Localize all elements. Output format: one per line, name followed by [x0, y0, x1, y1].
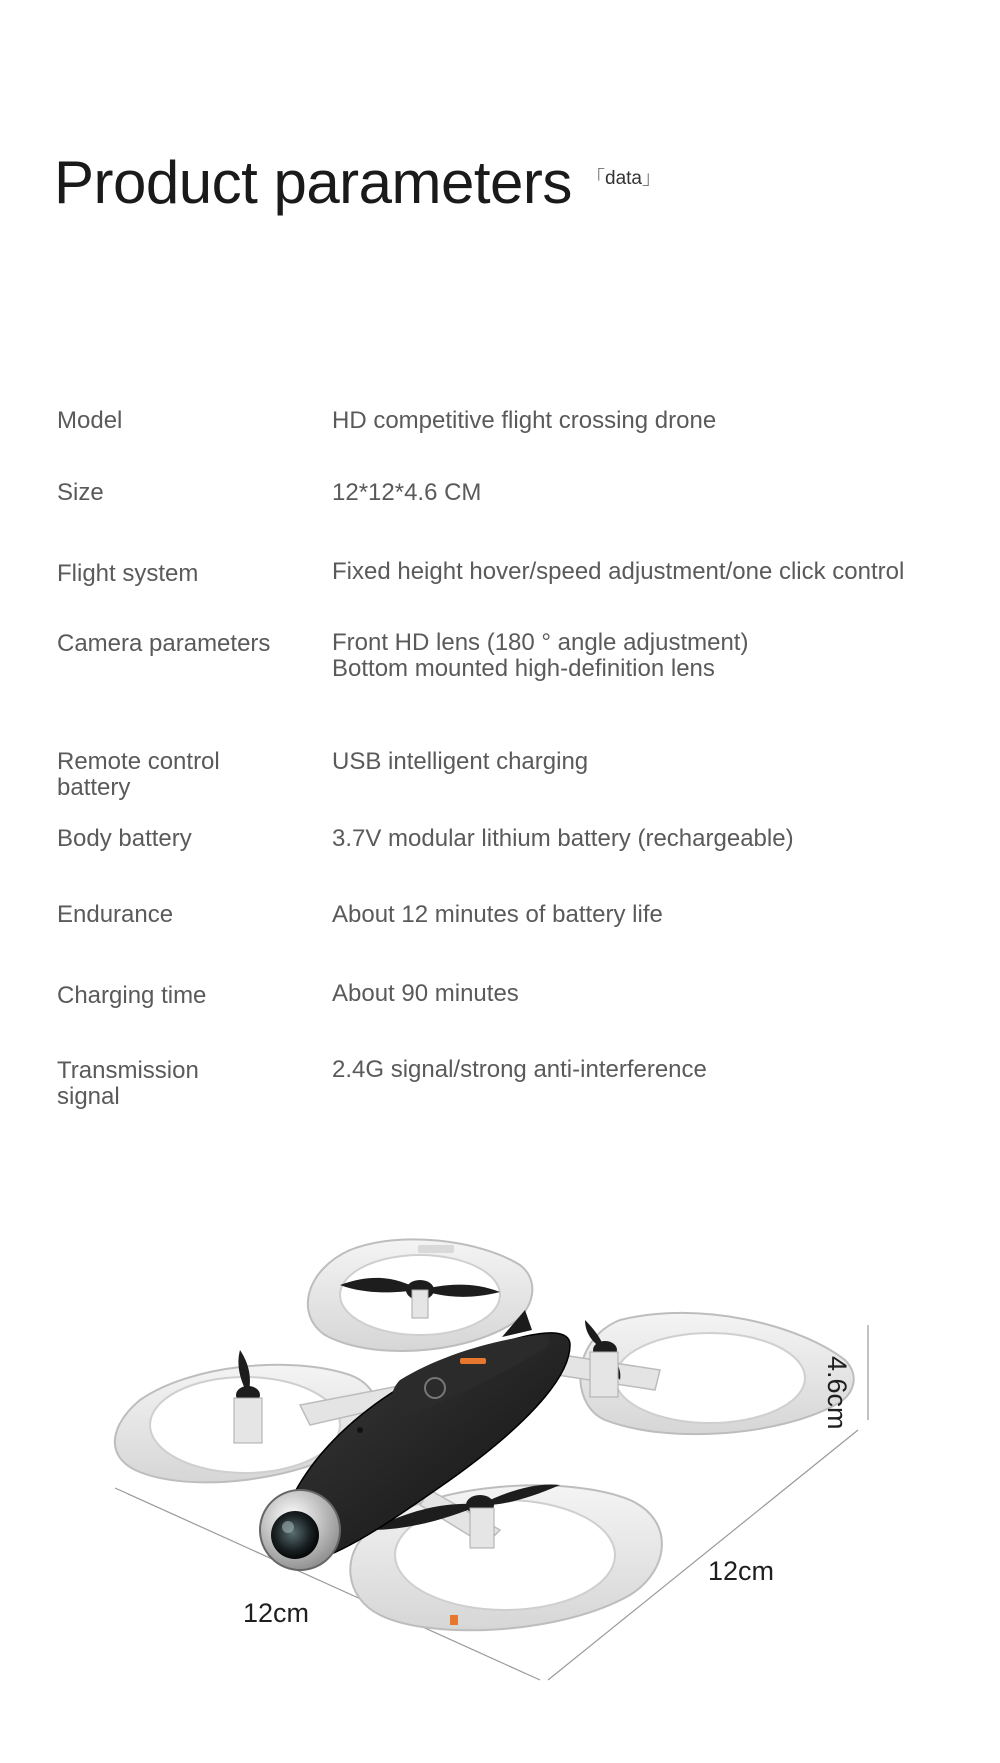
page-title: Product parameters [54, 149, 572, 216]
title-tag: 「data」 [586, 168, 661, 189]
param-value-flight-system: Fixed height hover/speed adjustment/one click control [332, 558, 905, 585]
drone-illustration [100, 1230, 900, 1710]
param-label-camera: Camera parameters [57, 630, 271, 657]
dimension-width-label: 12cm [243, 1598, 310, 1628]
param-label-charging-time: Charging time [57, 982, 207, 1009]
param-value-transmission: 2.4G signal/strong anti-interference [332, 1056, 707, 1083]
param-value-remote-battery: USB intelligent charging [332, 748, 589, 775]
param-label-flight-system: Flight system [57, 560, 199, 587]
param-label-model: Model [57, 407, 123, 434]
param-value-camera: Front HD lens (180 ° angle adjustment) Bottom mounted high-definition lens [332, 629, 749, 682]
param-label-endurance: Endurance [57, 901, 174, 928]
param-label-transmission: Transmission signal [57, 1057, 199, 1110]
propeller-front-left [234, 1350, 262, 1443]
dimension-height-label: 4.6cm [822, 1356, 852, 1430]
param-value-size: 12*12*4.6 CM [332, 479, 482, 506]
param-label-size: Size [57, 479, 104, 506]
param-label-body-battery: Body battery [57, 825, 192, 852]
param-value-model: HD competitive flight crossing drone [332, 407, 717, 434]
front-camera [260, 1490, 340, 1570]
param-value-charging-time: About 90 minutes [332, 980, 519, 1007]
dimension-depth-label: 12cm [708, 1556, 775, 1586]
param-value-endurance: About 12 minutes of battery life [332, 901, 663, 928]
param-value-body-battery: 3.7V modular lithium battery (rechargeable) [332, 825, 794, 852]
param-label-remote-battery: Remote control battery [57, 748, 220, 801]
